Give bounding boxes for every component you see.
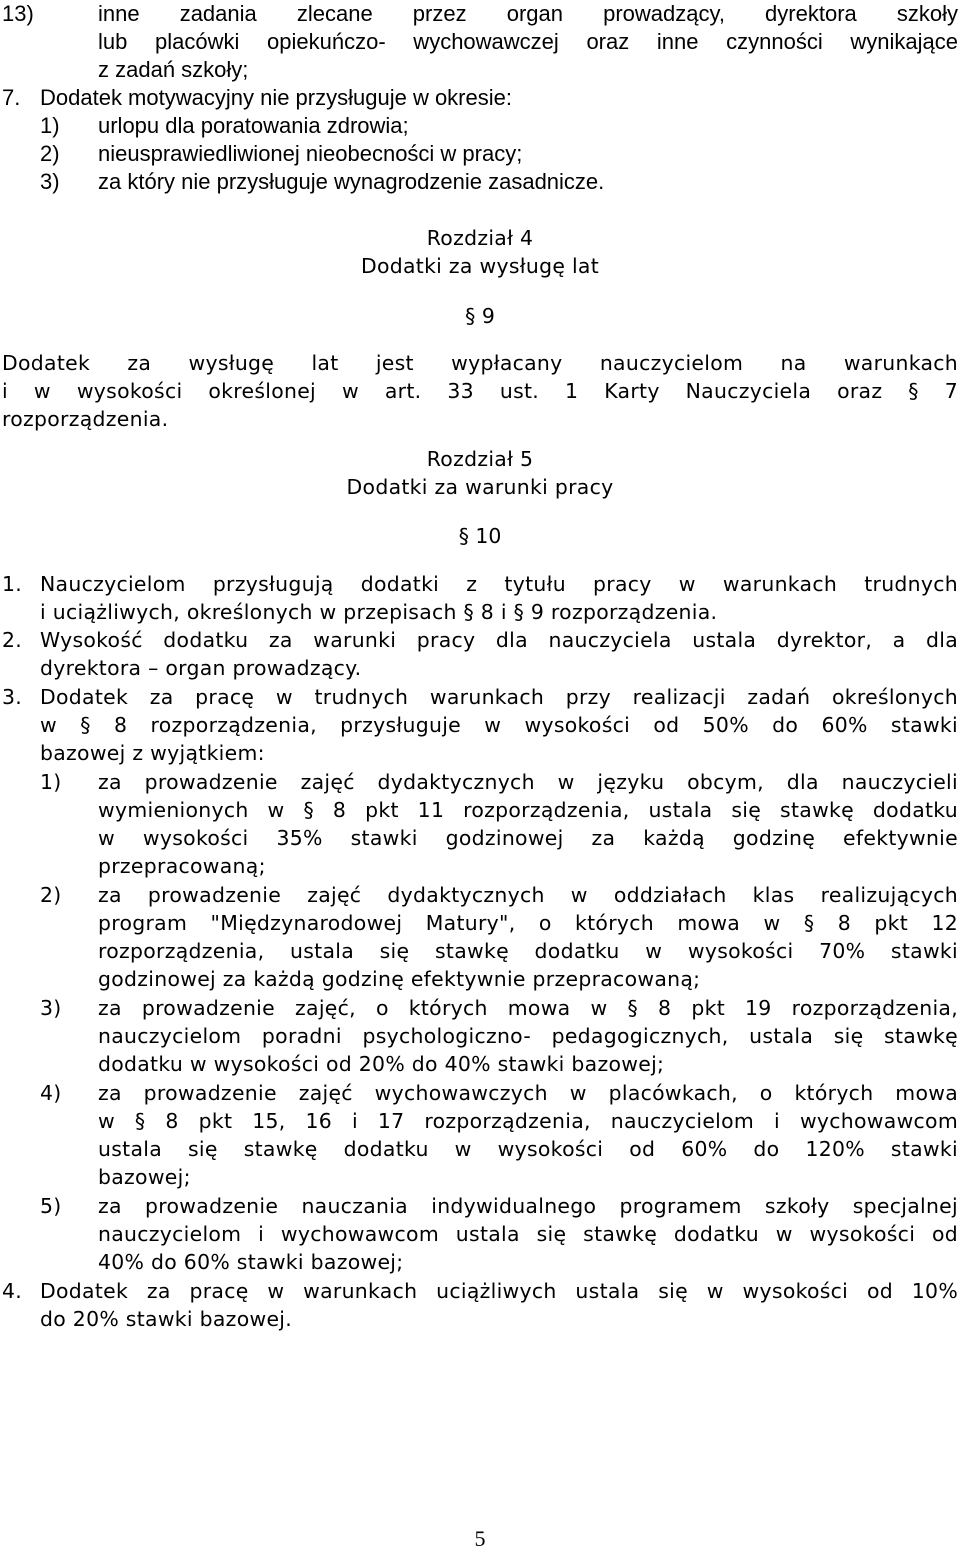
list-item-line: nauczycielom poradni psychologiczno- pedagogicznych, ustala się stawkę	[98, 1024, 958, 1048]
paragraph-line: dyrektora – organ prowadzący.	[40, 656, 362, 680]
list-item-line: rozporządzenia, ustala się stawkę dodatku w wysokości 70% stawki	[98, 939, 958, 963]
paragraph-number: 4.	[2, 1279, 23, 1303]
list-item-line: 40% do 60% stawki bazowej;	[98, 1250, 404, 1274]
page-number: 5	[474, 1526, 486, 1551]
list-number: 13)	[2, 1, 34, 26]
list-number: 1)	[40, 113, 60, 138]
list-number: 3)	[40, 169, 60, 194]
paragraph-line: Nauczycielom przysługują dodatki z tytułu pracy w warunkach trudnych	[40, 572, 958, 596]
paragraph-line: i uciążliwych, określonych w przepisach § 8 i § 9 rozporządzenia.	[40, 600, 718, 624]
list-number: 2)	[40, 883, 62, 907]
paragraph-line: i w wysokości określonej w art. 33 ust. 1 Karty Nauczyciela oraz § 7	[2, 379, 958, 403]
section-heading: § 9	[465, 304, 495, 328]
paragraph-line: w § 8 rozporządzenia, przysługuje w wysokości od 50% do 60% stawki	[40, 713, 958, 737]
paragraph-line: rozporządzenia.	[2, 407, 169, 431]
list-item-line: w wysokości 35% stawki godzinowej za każdą godzinę efektywnie	[98, 826, 958, 850]
paragraph-line: Dodatek za pracę w warunkach uciążliwych ustala się w wysokości od 10%	[40, 1279, 958, 1303]
list-item-line: wymienionych w § 8 pkt 11 rozporządzenia, ustala się stawkę dodatku	[98, 798, 958, 822]
list-item: za który nie przysługuje wynagrodzenie zasadnicze.	[98, 169, 605, 194]
paragraph-number: 2.	[2, 628, 23, 652]
list-item-line: godzinowej za każdą godzinę efektywnie przepracowaną;	[98, 967, 701, 991]
chapter-title: Rozdział 5	[426, 447, 534, 471]
paragraph-line: do 20% stawki bazowej.	[40, 1307, 293, 1331]
list-item-line: za prowadzenie zajęć wychowawczych w placówkach, o których mowa	[98, 1081, 958, 1105]
chapter-subtitle: Dodatki za wysługę lat	[360, 254, 600, 278]
list-item-line: ustala się stawkę dodatku w wysokości od 60% do 120% stawki	[98, 1137, 958, 1161]
list-item-line: za prowadzenie zajęć dydaktycznych w oddziałach klas realizujących	[98, 883, 958, 907]
list-item: nieusprawiedliwionej nieobecności w pracy;	[98, 141, 523, 166]
list-number: 1)	[40, 770, 62, 794]
list-item-line: za prowadzenie nauczania indywidualnego programem szkoły specjalnej	[98, 1194, 958, 1218]
list-number: 4)	[40, 1081, 62, 1105]
list-number: 3)	[40, 996, 62, 1020]
list-number: 2)	[40, 141, 60, 166]
section-heading: § 10	[458, 524, 502, 548]
list-item-line: przepracowaną;	[98, 854, 266, 878]
paragraph-number: 3.	[2, 685, 23, 709]
list-item: urlopu dla poratowania zdrowia;	[98, 113, 409, 138]
list-item-line: nauczycielom i wychowawcom ustala się stawkę dodatku w wysokości od	[98, 1222, 958, 1246]
paragraph-line: z zadań szkoły;	[98, 57, 249, 82]
list-item-line: program "Międzynarodowej Matury", o których mowa w § 8 pkt 12	[98, 911, 958, 935]
paragraph-number: 1.	[2, 572, 23, 596]
paragraph-line: Dodatek za wysługę lat jest wypłacany nauczycielom na warunkach	[2, 351, 958, 375]
list-item-line: bazowej;	[98, 1165, 191, 1189]
paragraph-line: Dodatek za pracę w trudnych warunkach przy realizacji zadań określonych	[40, 685, 958, 709]
list-item-line: w § 8 pkt 15, 16 i 17 rozporządzenia, nauczycielom i wychowawcom	[98, 1109, 958, 1133]
paragraph-line: Dodatek motywacyjny nie przysługuje w okresie:	[40, 85, 512, 110]
list-item-line: za prowadzenie zajęć dydaktycznych w języku obcym, dla nauczycieli	[98, 770, 958, 794]
paragraph-line: Wysokość dodatku za warunki pracy dla nauczyciela ustala dyrektor, a dla	[40, 628, 958, 652]
chapter-title: Rozdział 4	[426, 226, 534, 250]
list-number: 5)	[40, 1194, 62, 1218]
paragraph-line: inne zadania zlecane przez organ prowadzący, dyrektora szkoły	[98, 1, 958, 26]
list-item-line: za prowadzenie zajęć, o których mowa w § 8 pkt 19 rozporządzenia,	[98, 996, 958, 1020]
chapter-subtitle: Dodatki za warunki pracy	[346, 475, 614, 499]
list-item-line: dodatku w wysokości od 20% do 40% stawki bazowej;	[98, 1052, 665, 1076]
paragraph-line: bazowej z wyjątkiem:	[40, 741, 265, 765]
paragraph-line: lub placówki opiekuńczo- wychowawczej oraz inne czynności wynikające	[98, 29, 958, 54]
paragraph-number: 7.	[2, 85, 21, 110]
